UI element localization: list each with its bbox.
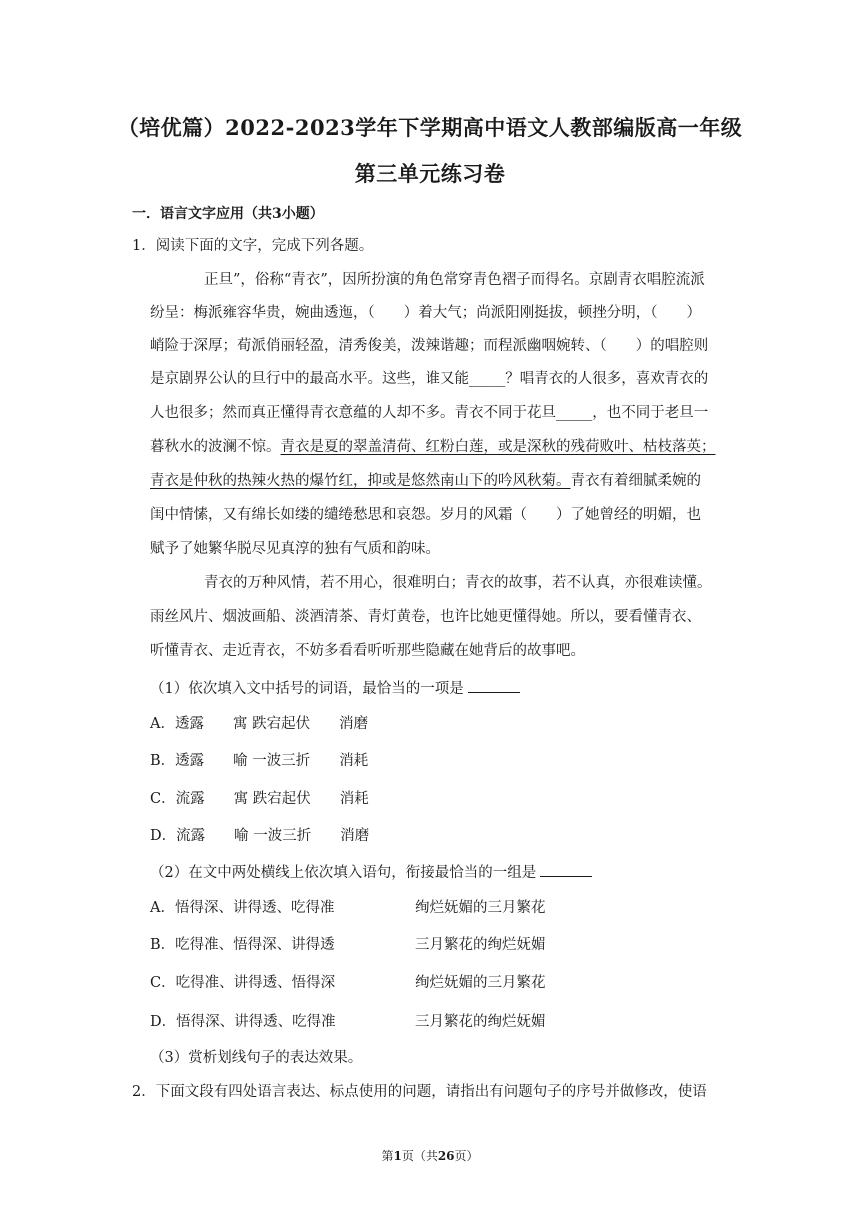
option: B．透露 喻 一波三折 消耗: [150, 753, 369, 769]
section-heading: 一．语言文字应用（共3小题）: [132, 206, 324, 222]
sub-question-2: [150, 862, 592, 883]
sub-question-1: [150, 678, 520, 699]
passage-line: 闺中情愫，又有绵长如缕的缱绻愁思和哀怨。岁月的风霜（ ）了她曾经的明媚，也: [150, 507, 701, 523]
sub-question-1-text: （1）依次填入文中括号的词语，最恰当的一项是: [150, 681, 464, 697]
answer-blank[interactable]: [468, 678, 520, 693]
underlined-sentence-1: 青衣是夏的翠盖清荷、红粉白莲，或是深秋的残荷败叶、枯枝落英；: [280, 439, 716, 455]
option: A．透露 寓 跌宕起伏 消磨: [150, 716, 369, 732]
option-part-a: B．吃得准、悟得深、讲得透: [150, 937, 335, 953]
passage-text: 暮秋水的波澜不惊。: [150, 439, 281, 455]
option-part-a: A．悟得深、讲得透、吃得准: [150, 900, 335, 916]
passage-line: 青衣的万种风情，若不用心，很难明白；青衣的故事，若不认真，亦很难读懂。: [204, 575, 712, 591]
question-2-stem: 2．下面文段有四处语言表达、标点使用的问题，请指出有问题句子的序号并做修改，使语: [132, 1084, 707, 1100]
option-part-b: 三月繁花的绚烂妩媚: [415, 1014, 546, 1030]
passage-line: 雨丝风片、烟波画船、淡酒清茶、青灯黄卷，也许比她更懂得她。所以，要看懂青衣、: [150, 609, 701, 625]
passage-line: 人也很多；然而真正懂得青衣意蕴的人却不多。青衣不同于花旦_____，也不同于老旦一: [150, 405, 709, 421]
option: D．流露 喻 一波三折 消磨: [150, 828, 370, 844]
sub-question-2-text: （2）在文中两处横线上依次填入语句，衔接最恰当的一组是: [150, 865, 537, 881]
passage-line: 纷呈：梅派雍容华贵，婉曲透迤，（ ）着大气；尚派阳刚挺拔，顿挫分明，（ ）: [150, 305, 701, 321]
passage-line: 峭险于深厚；荀派俏丽轻盈，清秀俊美，泼辣谐趣；而程派幽咽婉转、（ ）的唱腔则: [150, 338, 709, 354]
passage-line: 赋予了她繁华脱尽见真淳的独有气质和韵味。: [150, 541, 440, 557]
passage-text: 青衣有着细腻柔婉的: [570, 473, 701, 489]
answer-blank[interactable]: [540, 862, 592, 877]
passage-line: 是京剧界公认的旦行中的最高水平。这些，谁又能_____？唱青衣的人很多，喜欢青衣的: [150, 371, 709, 387]
sub-question-3: （3）赏析划线句子的表达效果。: [150, 1050, 363, 1066]
passage-line-with-underline: [150, 437, 716, 457]
page-number: 1: [393, 1149, 402, 1163]
underlined-sentence-2: 青衣是仲秋的热辣火热的爆竹红，抑或是悠然南山下的吟风秋菊。: [150, 473, 571, 489]
passage-line-with-underline: [150, 471, 701, 491]
document-title-line1: （培优篇）2022-2023学年下学期高中语文人教部编版高一年级: [117, 115, 743, 140]
option-part-b: 三月繁花的绚烂妩媚: [415, 937, 546, 953]
option-part-a: D．悟得深、讲得透、吃得准: [150, 1014, 336, 1030]
footer-text: 页）: [454, 1149, 479, 1163]
total-pages: 26: [437, 1149, 455, 1163]
footer-text: 第: [381, 1149, 394, 1163]
passage-line: 正旦”，俗称“青衣”，因所扮演的角色常穿青色褶子而得名。京剧青衣唱腔流派: [204, 272, 705, 288]
page-footer: [0, 1147, 860, 1164]
option-part-a: C．吃得准、讲得透、悟得深: [150, 975, 336, 991]
question-1-stem: 1．阅读下面的文字，完成下列各题。: [132, 238, 374, 254]
option-part-b: 绚烂妩媚的三月繁花: [415, 975, 546, 991]
footer-text: 页（共: [401, 1149, 438, 1163]
passage-line: 听懂青衣、走近青衣，不妨多看看听听那些隐藏在她背后的故事吧。: [150, 643, 585, 659]
document-title-line2: 第三单元练习卷: [354, 161, 506, 186]
option-part-b: 绚烂妩媚的三月繁花: [415, 900, 546, 916]
option: C．流露 寓 跌宕起伏 消耗: [150, 791, 369, 807]
